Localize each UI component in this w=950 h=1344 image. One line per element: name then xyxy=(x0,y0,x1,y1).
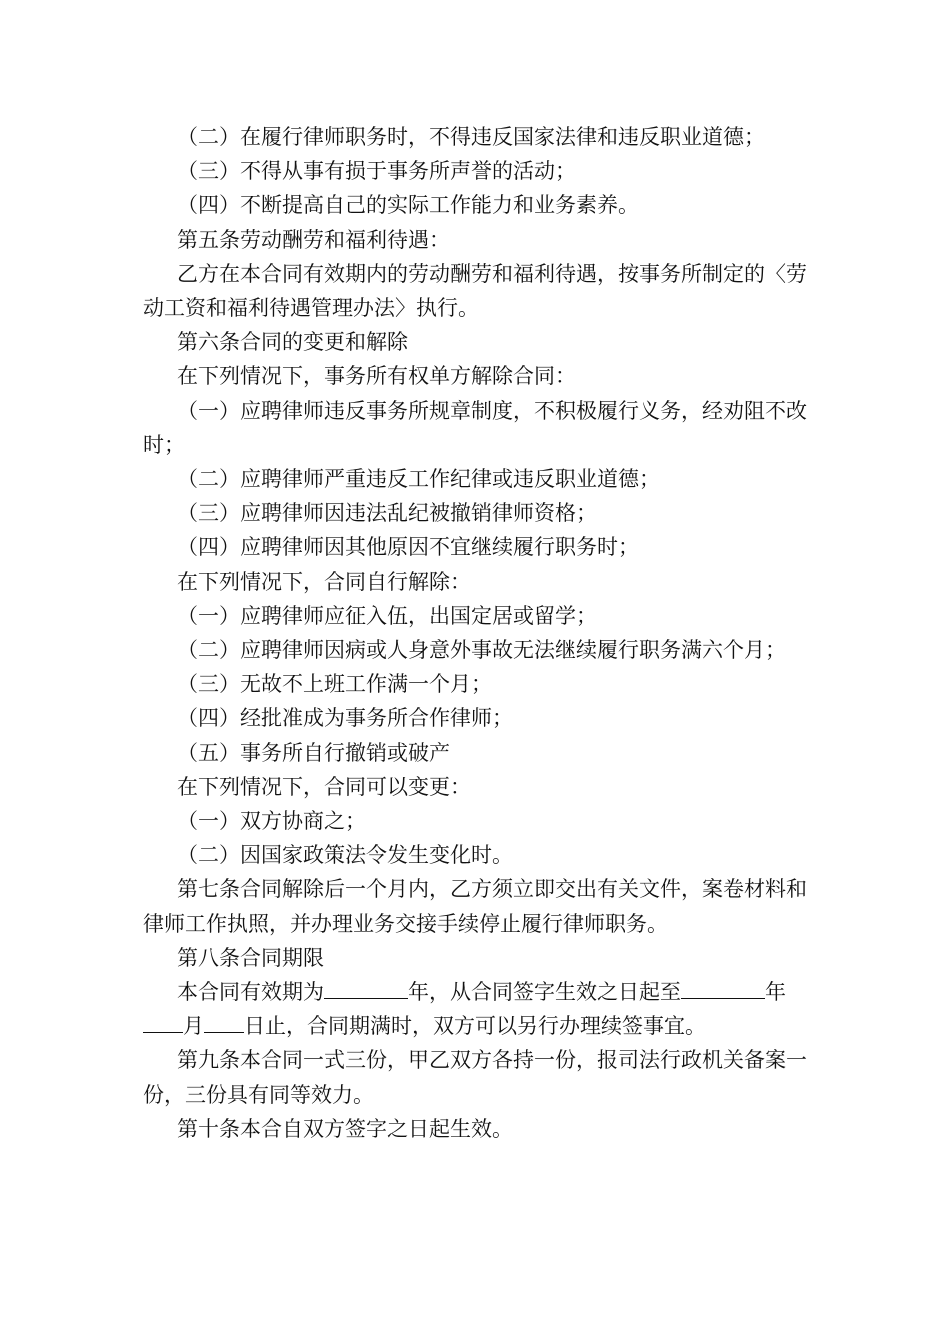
article-heading: 第五条劳动酬劳和福利待遇： xyxy=(177,227,450,252)
document-body xyxy=(143,120,823,1146)
paragraph: （二）应聘律师严重违反工作纪律或违反职业道德； xyxy=(177,467,660,492)
paragraph: 在下列情况下，合同自行解除： xyxy=(177,569,471,594)
paragraph: （二）应聘律师因病或人身意外事故无法继续履行职务满六个月； xyxy=(177,638,786,663)
paragraph: （一）应聘律师应征入伍，出国定居或留学； xyxy=(177,603,597,628)
term-clause-text: 日止，合同期满时，双方可以另行办理续签事宜。 xyxy=(244,1014,706,1039)
term-clause xyxy=(143,975,823,1043)
paragraph: （三）应聘律师因违法乱纪被撤销律师资格； xyxy=(177,501,597,526)
paragraph: 乙方在本合同有效期内的劳动酬劳和福利待遇，按事务所制定的〈劳动工资和福利待遇管理办法〉执行。 xyxy=(143,261,807,321)
paragraph: （二）在履行律师职务时，不得违反国家法律和违反职业道德； xyxy=(177,125,765,149)
fill-blank-years[interactable] xyxy=(324,980,408,999)
paragraph: （一）双方协商之； xyxy=(177,809,366,834)
paragraph: （三）不得从事有损于事务所声誉的活动； xyxy=(177,159,576,184)
term-clause-text: 月 xyxy=(183,1014,204,1039)
term-clause-text: 年 xyxy=(765,980,786,1005)
paragraph: （二）因国家政策法令发生变化时。 xyxy=(177,843,513,868)
paragraph: （一）应聘律师违反事务所规章制度，不积极履行义务，经劝阻不改时； xyxy=(143,398,807,457)
paragraph: （四）应聘律师因其他原因不宜继续履行职务时； xyxy=(177,535,639,560)
paragraph: （三）无故不上班工作满一个月； xyxy=(177,672,492,697)
fill-blank-end-month[interactable] xyxy=(143,1014,183,1033)
article-heading: 第七条合同解除后一个月内，乙方须立即交出有关文件，案卷材料和律师工作执照，并办理业务交接手续停止履行律师职务。 xyxy=(143,877,807,936)
paragraph: 在下列情况下，合同可以变更： xyxy=(177,774,471,799)
fill-blank-end-day[interactable] xyxy=(204,1014,244,1033)
article-heading: 第十条本合自双方签字之日起生效。 xyxy=(177,1116,513,1141)
article-heading: 第八条合同期限 xyxy=(177,945,324,970)
article-heading: 第九条本合同一式三份，甲乙双方各持一份，报司法行政机关备案一份，三份具有同等效力。 xyxy=(143,1048,807,1107)
paragraph: （四）经批准成为事务所合作律师； xyxy=(177,706,513,731)
paragraph: （四）不断提高自己的实际工作能力和业务素养。 xyxy=(177,193,639,218)
term-clause-text: 年，从合同签字生效之日起至 xyxy=(408,980,681,1005)
paragraph: 在下列情况下，事务所有权单方解除合同： xyxy=(177,364,576,389)
fill-blank-end-year[interactable] xyxy=(681,980,765,999)
paragraph: （五）事务所自行撤销或破产 xyxy=(177,740,450,765)
article-heading: 第六条合同的变更和解除 xyxy=(177,330,408,355)
term-clause-text: 本合同有效期为 xyxy=(177,980,324,1005)
